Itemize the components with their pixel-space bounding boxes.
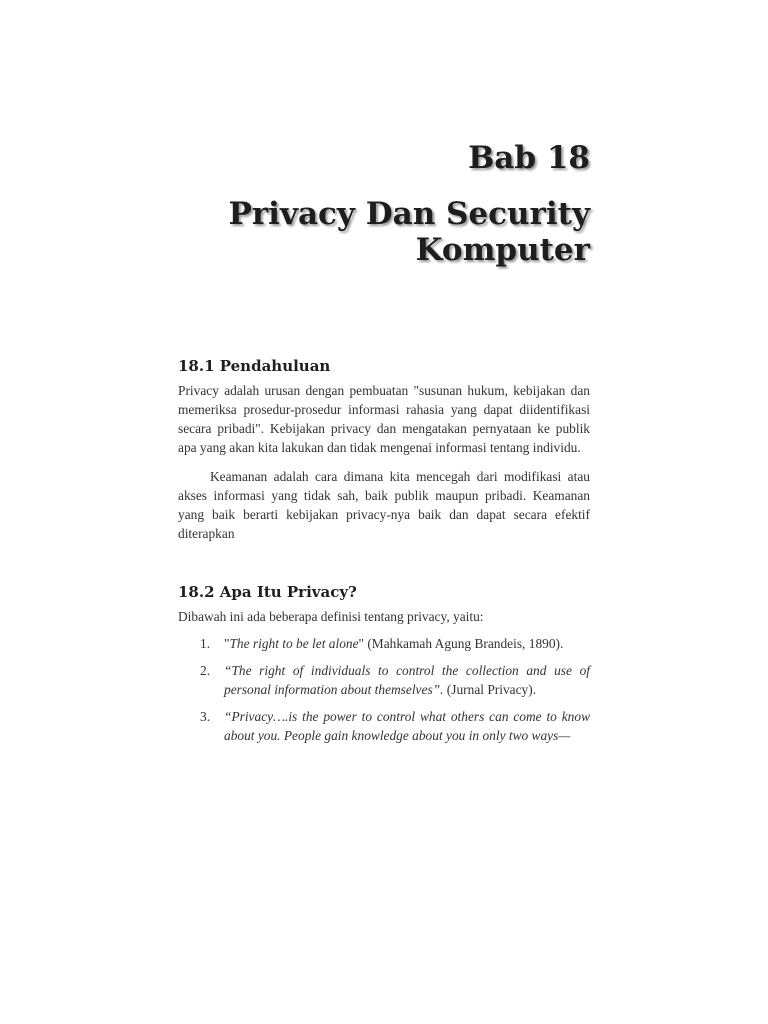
paragraph: Keamanan adalah cara dimana kita mencegah dari modifikasi atau akses informasi yang tidak sah, baik publik maupun pribadi. Keamanan yang baik berarti kebijakan privacy-nya baik dan dapat secara efektif diterapkan [178, 469, 590, 541]
section-heading: 18.1 Pendahuluan [178, 357, 331, 375]
list-item [178, 661, 590, 699]
section-pendahuluan [178, 357, 590, 543]
list-item-number: 3. [200, 709, 211, 724]
quote-open: " [224, 636, 230, 651]
chapter-title-line-2: Komputer [415, 232, 590, 268]
quote-text: “The right of individuals to control the collection and use of personal information about themselves”. [224, 663, 590, 697]
chapter-number: Bab 18 [468, 140, 590, 176]
paragraph: Privacy adalah urusan dengan pembuatan "susunan hukum, kebijakan dan memeriksa prosedur-prosedur informasi rahasia yang dapat diidentifikasi secara pribadi". Kebijakan privacy dan mengatakan pernyataan ke publik apa yang akan kita lakukan dan tidak mengenai informasi tentang individu. [178, 383, 590, 455]
list-item-number: 1. [200, 636, 211, 651]
quote-text: The right to be let alone [229, 636, 359, 651]
list-item-number: 2. [200, 663, 211, 678]
citation: (Jurnal Privacy). [443, 682, 537, 697]
section-apa-itu-privacy [178, 583, 590, 753]
definition-list [178, 634, 590, 745]
list-item [178, 707, 590, 745]
chapter-title [229, 196, 590, 268]
section-heading: 18.2 Apa Itu Privacy? [178, 583, 357, 601]
list-item [178, 634, 590, 653]
citation: " (Mahkamah Agung Brandeis, 1890). [358, 636, 564, 651]
chapter-title-line-1: Privacy Dan Security [228, 196, 590, 232]
quote-text: “Privacy….is the power to control what others can come to know about you. People gain knowledge about you in only two ways— [224, 709, 590, 743]
paragraph: Dibawah ini ada beberapa definisi tentang privacy, yaitu: [178, 609, 484, 624]
